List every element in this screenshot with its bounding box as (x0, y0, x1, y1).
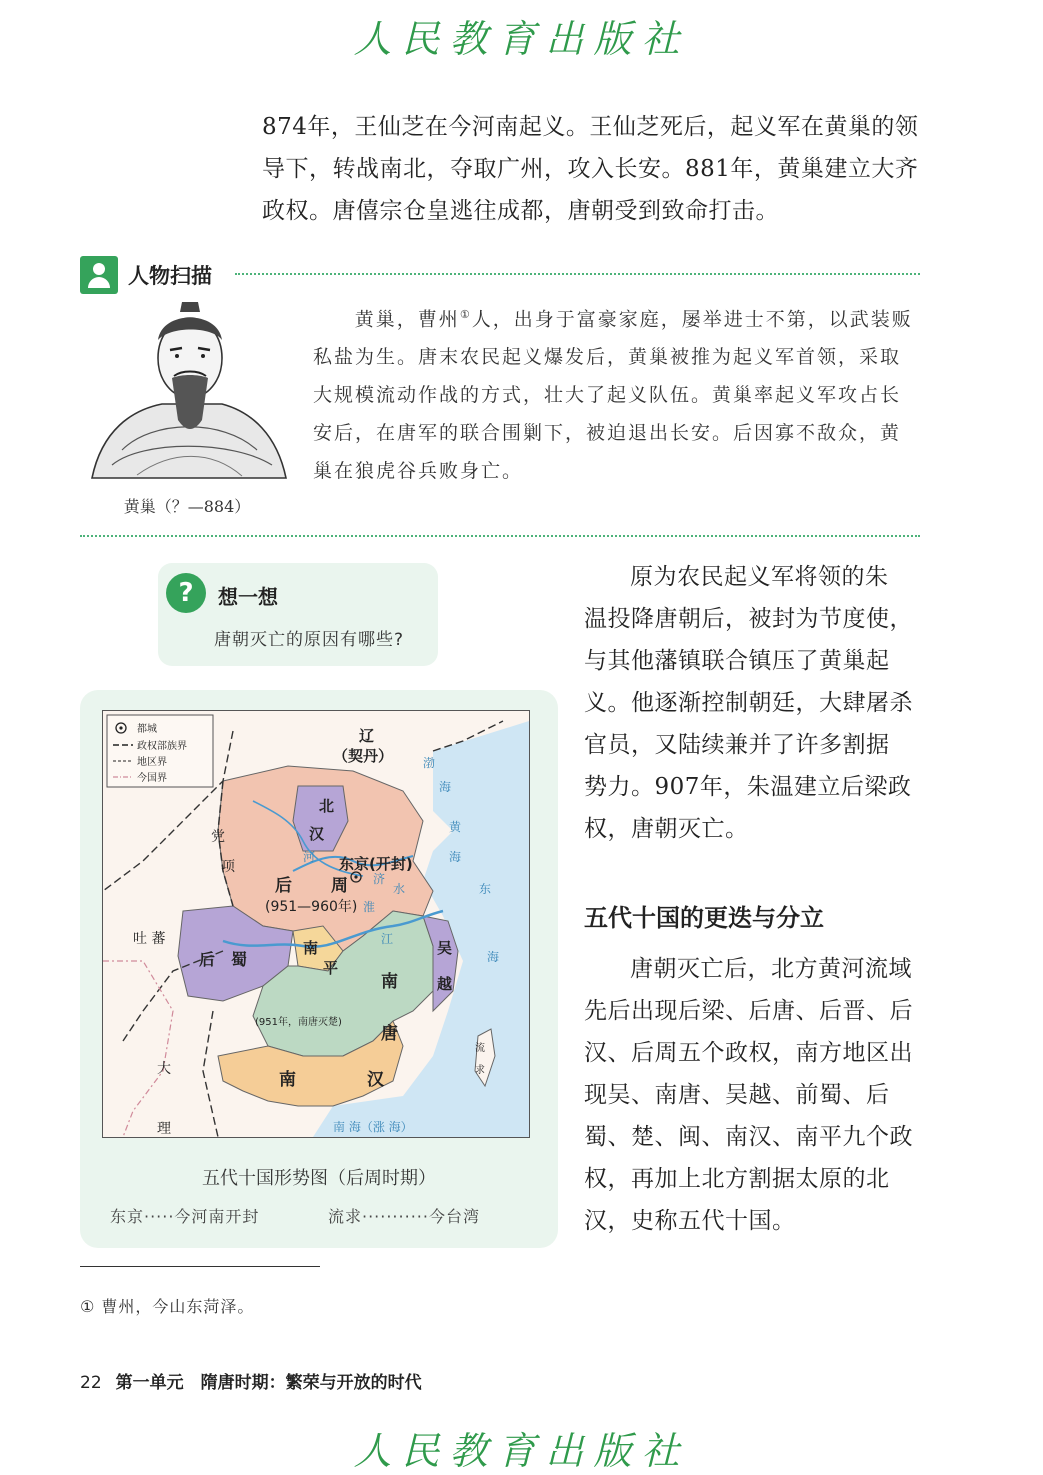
right-line: 温投降唐朝后，被封为节度使， (584, 606, 913, 632)
legend-region-border: 地区界 (137, 757, 167, 768)
right-line: 与其他藩镇联合镇压了黄巢起 (584, 648, 890, 674)
question-bubble-icon: ? (166, 573, 206, 613)
label-liao: 辽 (359, 727, 375, 745)
label-zhou: 周 (331, 876, 348, 896)
think-box (158, 563, 438, 666)
right-line: 权，唐朝灭亡。 (584, 816, 749, 842)
intro-line: 政权。唐僖宗仓皇逃往成都，唐朝受到致命打击。 (262, 198, 779, 224)
right-paragraph (584, 556, 924, 850)
label-dongjing: 东京(开封) (339, 855, 413, 873)
page-footer (80, 1368, 422, 1393)
label-houshu: 后 蜀 (199, 950, 248, 969)
label-khitan: （契丹） (333, 747, 394, 765)
legend-modern-border: 今国界 (137, 773, 167, 784)
publisher-brand: 人民教育出版社 (353, 17, 690, 61)
section-line: 现吴、南唐、吴越、前蜀、后 (584, 1082, 890, 1108)
map-frame (102, 710, 530, 1138)
map-panel (80, 690, 558, 1248)
section-line: 先后出现后梁、后唐、后晋、后 (584, 998, 913, 1024)
unit-title: 第一单元 隋唐时期：繁荣与开放的时代 (115, 1373, 422, 1393)
right-line: 官员，又陆续兼并了许多割据 (584, 732, 890, 758)
section-line: 蜀、楚、闽、南汉、南平九个政 (584, 1124, 913, 1150)
footnote: ① 曹州，今山东菏泽。 (80, 1297, 255, 1316)
section-line: 权，再加上北方割据太原的北 (584, 1166, 890, 1192)
portrait-caption: 黄巢（？—884） (123, 497, 251, 516)
legend-capital: 都城 (137, 724, 157, 735)
label-shui: 水 (393, 882, 406, 896)
label-xiang: 项 (221, 859, 235, 875)
map-note-liuqiu: 流求···········今台湾 (328, 1207, 480, 1226)
right-line: 原为农民起义军将领的朱 (630, 564, 889, 590)
label-wu: 吴 (437, 939, 453, 957)
map-note-dongjing: 东京·····今河南开封 (110, 1207, 260, 1226)
label-bo: 渤 (423, 756, 436, 770)
person-scan-title: 人物扫描 (128, 264, 212, 288)
label-bo-hai: 海 (439, 780, 452, 794)
person-scan-header (80, 256, 212, 294)
section-line: 唐朝灭亡后，北方黄河流域 (630, 956, 912, 982)
think-title: 想一想 (218, 585, 278, 609)
label-jiang: 江 (381, 932, 394, 946)
label-hou: 后 (275, 876, 292, 896)
label-nantang-tang: 唐 (381, 1024, 398, 1044)
intro-line: 导下，转战南北，夺取广州，攻入长安。881年，黄巢建立大齐 (262, 156, 919, 182)
label-da: 大 (157, 1061, 171, 1077)
label-dong-hai: 海 (487, 950, 500, 964)
label-zhou-years: (951—960年) (265, 899, 358, 915)
person-text-start: 黄巢，曹州 (354, 308, 460, 331)
label-liu: 流 (475, 1043, 485, 1054)
intro-paragraph (262, 106, 942, 232)
label-huai: 淮 (363, 900, 376, 914)
label-nanhan-han: 汉 (367, 1070, 384, 1090)
label-tufan: 吐 蕃 (133, 931, 166, 947)
section-line: 汉，史称五代十国。 (584, 1208, 796, 1234)
legend-regime-border: 政权部族界 (137, 741, 187, 752)
footnote-rule (80, 1266, 320, 1267)
label-huang: 黄 (449, 820, 462, 834)
person-card-icon (80, 256, 118, 294)
page-number: 22 (80, 1373, 102, 1393)
footnote-ref: ① (459, 308, 472, 321)
map-caption: 五代十国形势图（后周时期） (202, 1168, 436, 1189)
section-divider (235, 273, 920, 275)
five-dynasties-map (103, 711, 529, 1137)
label-bei: 北 (319, 797, 335, 815)
label-yue: 越 (437, 975, 453, 993)
label-dong: 东 (479, 882, 492, 896)
label-nantang-nan: 南 (381, 972, 398, 992)
think-question: 唐朝灭亡的原因有哪些? (214, 630, 405, 650)
section-divider (80, 535, 920, 537)
label-li: 理 (157, 1121, 171, 1137)
right-line: 义。他逐渐控制朝廷，大肆屠杀 (584, 690, 913, 716)
label-nanhan-nan: 南 (279, 1070, 296, 1090)
label-nanhai: 南 海（涨 海） (333, 1120, 413, 1134)
label-nanping-nan: 南 (303, 939, 319, 957)
label-huang-hai: 海 (449, 850, 462, 864)
right-line: 势力。907年，朱温建立后梁政 (584, 774, 912, 800)
person-text-rest: 人，出身于富豪家庭，屡举进士不第，以武装贩私盐为生。唐末农民起义爆发后，黄巢被推为起义军首领，采取大规模流动作战的方式，壮大了起义队伍。黄巢率起义军攻占长安后，在唐军的联合围剿下，被迫退出长安。后因寡不敌众，黄巢在狼虎谷兵败身亡。 (313, 308, 913, 483)
label-ji: 济 (373, 872, 386, 886)
intro-line: 874年，王仙芝在今河南起义。王仙芝死后，起义军在黄巢的领 (262, 114, 919, 140)
label-he: 河 (303, 850, 316, 864)
label-qiu: 求 (475, 1065, 485, 1076)
section-title: 五代十国的更迭与分立 (584, 904, 824, 932)
label-chu-note: (951年，南唐灭楚) (255, 1017, 342, 1028)
label-nanping-ping: 平 (323, 959, 339, 977)
publisher-brand-bottom: 人民教育出版社 (353, 1429, 690, 1473)
section-line: 汉、后周五个政权，南方地区出 (584, 1040, 913, 1066)
section-paragraph (584, 948, 924, 1242)
label-han-north: 汉 (309, 825, 325, 843)
huangchao-portrait (82, 300, 292, 485)
label-dang: 党 (211, 829, 225, 845)
person-scan-text (313, 296, 913, 490)
